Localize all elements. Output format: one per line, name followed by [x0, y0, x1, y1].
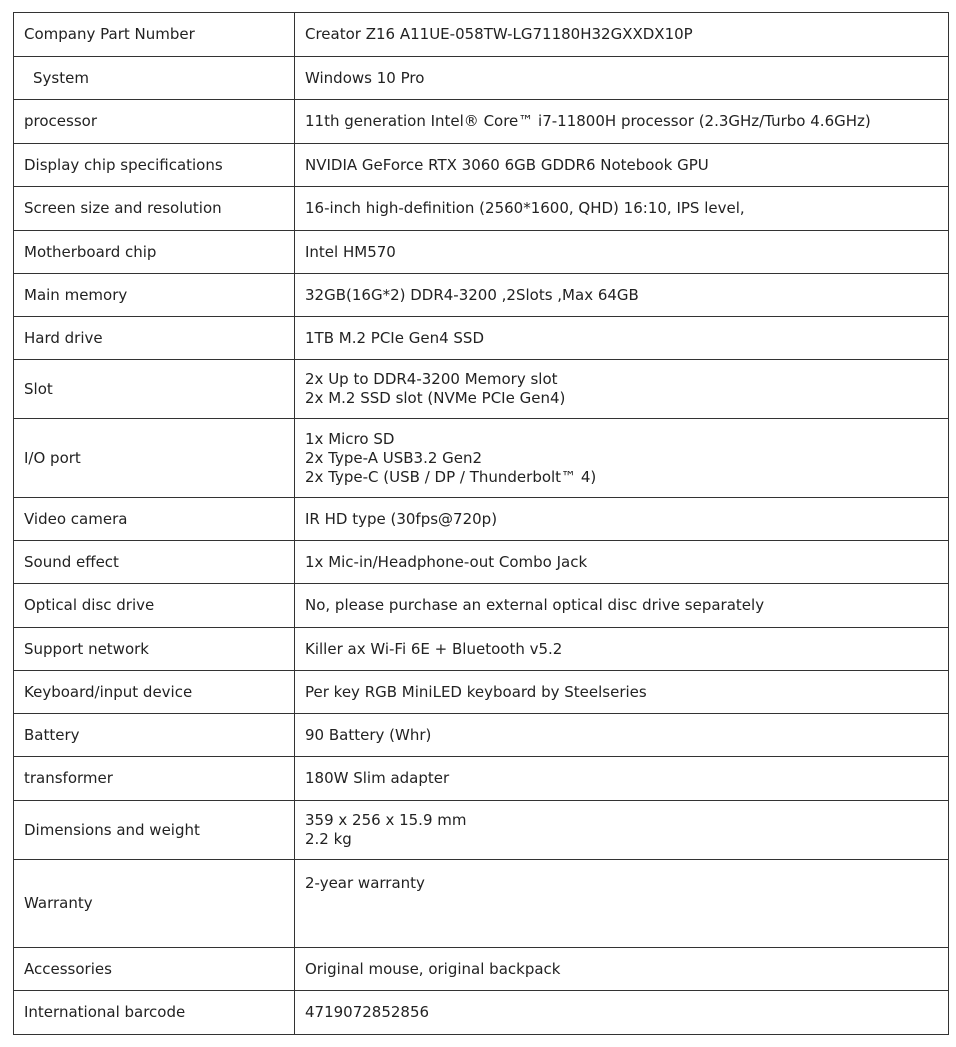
row-value [295, 231, 949, 274]
row-value-line: 1x Mic-in/Headphone-out Combo Jack [305, 552, 588, 571]
row-value [295, 100, 949, 144]
table-row [14, 360, 949, 419]
row-value [295, 948, 949, 991]
row-label [14, 187, 295, 231]
row-value [295, 274, 949, 317]
row-value [295, 714, 949, 757]
row-label-text: Hard drive [24, 328, 103, 347]
row-value-line: 2.2 kg [305, 830, 352, 848]
row-label [14, 628, 295, 671]
row-label-text: Sound effect [24, 552, 119, 571]
table-row [14, 757, 949, 801]
row-value-line: IR HD type (30fps@720p) [305, 509, 498, 528]
table-row [14, 100, 949, 144]
table-row [14, 144, 949, 187]
row-value-line: Intel HM570 [305, 242, 396, 261]
table-row [14, 231, 949, 274]
row-label-text: processor [24, 112, 97, 130]
row-value-line: 16-inch high-definition (2560*1600, QHD) 16:10, IPS level, [305, 199, 745, 217]
row-label-text: Support network [24, 639, 149, 658]
row-value-line: Per key RGB MiniLED keyboard by Steelseries [305, 682, 647, 701]
row-label-text: Company Part Number [24, 25, 195, 43]
table-row [14, 584, 949, 628]
table-row [14, 541, 949, 584]
row-value-line: No, please purchase an external optical disc drive separately [305, 596, 765, 614]
table-row [14, 187, 949, 231]
table-row [14, 628, 949, 671]
row-value-line: 180W Slim adapter [305, 769, 450, 787]
table-row [14, 274, 949, 317]
row-value [295, 801, 949, 860]
row-value-line: 359 x 256 x 15.9 mm [305, 811, 467, 829]
row-value [295, 13, 949, 57]
row-label-text: Main memory [24, 285, 128, 304]
row-label-text: Screen size and resolution [24, 199, 222, 217]
row-label [14, 541, 295, 584]
row-label-text: Display chip specifications [24, 155, 223, 174]
row-label [14, 801, 295, 860]
row-label [14, 757, 295, 801]
spec-table [13, 12, 949, 1035]
row-label-text: transformer [24, 769, 113, 787]
row-label [14, 498, 295, 541]
row-label-text: International barcode [24, 1003, 186, 1021]
table-row [14, 57, 949, 100]
row-label [14, 100, 295, 144]
table-row [14, 317, 949, 360]
table-row [14, 498, 949, 541]
table-row [14, 801, 949, 860]
row-value-line: 2x Type-A USB3.2 Gen2 [305, 448, 483, 467]
row-value [295, 419, 949, 498]
row-label [14, 231, 295, 274]
row-value-line: 2x M.2 SSD slot (NVMe PCIe Gen4) [305, 389, 566, 407]
row-label [14, 419, 295, 498]
row-value-line: 1x Micro SD [305, 429, 395, 448]
row-value-line: Killer ax Wi-Fi 6E + Bluetooth v5.2 [305, 639, 563, 658]
row-label-text: Slot [24, 379, 53, 398]
row-label [14, 57, 295, 100]
row-label [14, 144, 295, 187]
row-label [14, 714, 295, 757]
row-label [14, 671, 295, 714]
row-value [295, 860, 949, 948]
row-value-line: 90 Battery (Whr) [305, 725, 432, 744]
row-label-text: Warranty [24, 894, 93, 912]
table-row [14, 419, 949, 498]
row-label-text: Video camera [24, 509, 128, 528]
row-value-line: 11th generation Intel® Core™ i7-11800H processor (2.3GHz/Turbo 4.6GHz) [305, 112, 871, 130]
row-label-text: Battery [24, 725, 80, 744]
row-value [295, 360, 949, 419]
row-label-text: Optical disc drive [24, 596, 155, 614]
row-label-text: Accessories [24, 959, 112, 978]
row-value-line: 2x Up to DDR4-3200 Memory slot [305, 370, 558, 388]
table-row [14, 714, 949, 757]
table-row [14, 948, 949, 991]
row-label [14, 360, 295, 419]
row-label-text: Dimensions and weight [24, 820, 200, 839]
row-value-line: 32GB(16G*2) DDR4-3200 ,2Slots ,Max 64GB [305, 285, 639, 304]
row-label-text: System [33, 68, 89, 87]
row-value-line: 2x Type-C (USB / DP / Thunderbolt™ 4) [305, 467, 597, 486]
row-label-text: I/O port [24, 448, 81, 467]
table-row [14, 13, 949, 57]
row-label-text: Keyboard/input device [24, 682, 193, 701]
row-value [295, 671, 949, 714]
row-value [295, 584, 949, 628]
row-value-line: Original mouse, original backpack [305, 959, 561, 978]
row-label [14, 317, 295, 360]
row-value [295, 991, 949, 1035]
row-label [14, 991, 295, 1035]
row-value-line: NVIDIA GeForce RTX 3060 6GB GDDR6 Notebook GPU [305, 155, 709, 174]
row-value [295, 541, 949, 584]
row-value-line: 1TB M.2 PCIe Gen4 SSD [305, 328, 484, 347]
row-label-text: Motherboard chip [24, 242, 157, 261]
row-value [295, 317, 949, 360]
row-label [14, 13, 295, 57]
row-value-line: Windows 10 Pro [305, 68, 425, 87]
table-row [14, 671, 949, 714]
row-value [295, 628, 949, 671]
table-row [14, 860, 949, 948]
table-row [14, 991, 949, 1035]
row-value [295, 187, 949, 231]
row-value-line: 4719072852856 [305, 1003, 430, 1021]
row-value-line: Creator Z16 A11UE-058TW-LG71180H32GXXDX10P [305, 25, 693, 43]
row-label [14, 860, 295, 948]
row-label [14, 274, 295, 317]
row-label [14, 584, 295, 628]
row-value [295, 757, 949, 801]
row-value [295, 144, 949, 187]
row-value [295, 57, 949, 100]
row-value [295, 498, 949, 541]
row-value-line: 2-year warranty [305, 874, 425, 892]
row-label [14, 948, 295, 991]
